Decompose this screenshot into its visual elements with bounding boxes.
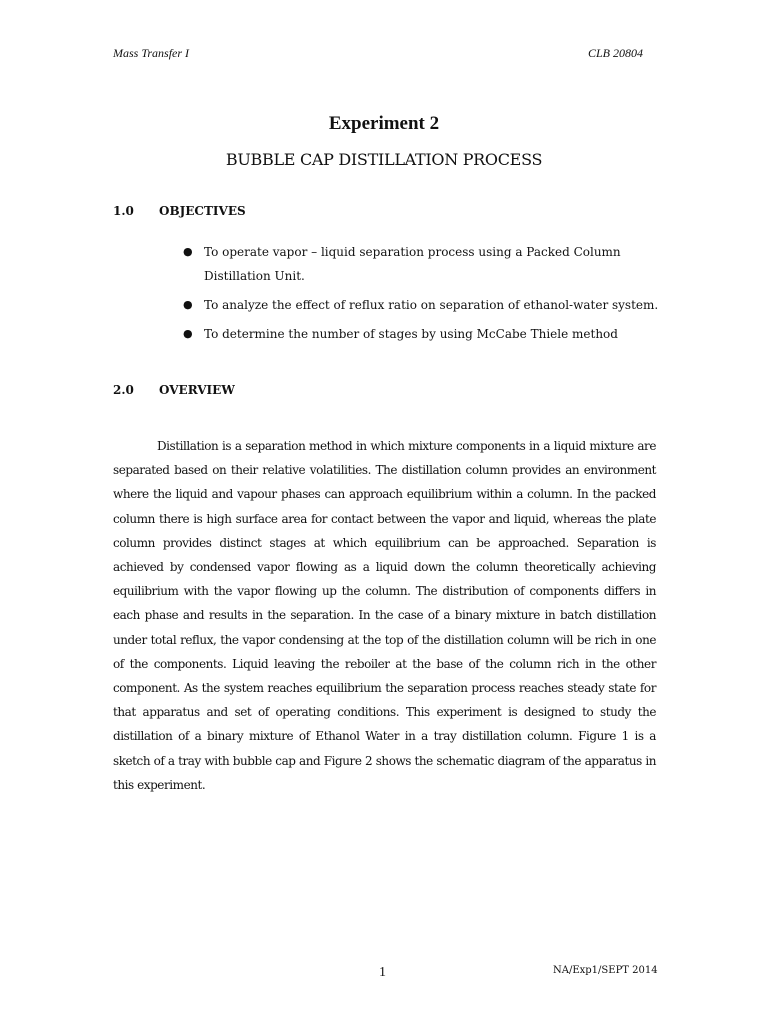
overview-paragraph: Distillation is a separation method in which mixture components in a liquid mixture are separated based on their relative volatilities. The distillation column provides an environment where the liquid and vapour phases can approach equilibrium within a column. In the packed column there is high surface area for contact between the vapor and liquid, whereas the plate column provides distinct stages at which equilibrium can be approached. Separation is achieved by condensed vapor flowing as a liquid down the column theoretically achieving equilibrium with the vapor flowing up the column. The distribution of components differs in each phase and results in the separation. In the case of a binary mixture in batch distillation under total reflux, the vapor condensing at the top of the distillation column will be rich in one of the components. Liquid leaving the reboiler at the base of the column rich in the other component. As the system reaches equilibrium the separation process reaches steady state for that apparatus and set of operating conditions. This experiment is designed to study the distillation of a binary mixture of Ethanol Water in a tray distillation column. Figure 1 is a sketch of a tray with bubble cap and Figure 2 shows the schematic diagram of the apparatus in this experiment.	[113, 439, 656, 792]
objective-text: To determine the number of stages by using McCabe Thiele method	[204, 327, 618, 341]
objective-text: To operate vapor – liquid separation process using a Packed Column Distillation Unit.	[204, 245, 621, 283]
objective-item	[183, 293, 663, 317]
header-course-code: CLB 20804	[588, 46, 644, 60]
bullet-icon: ●	[183, 298, 193, 311]
objective-item	[183, 322, 663, 346]
section-number-objectives: 1.0	[113, 204, 134, 218]
section-number-overview: 2.0	[113, 383, 134, 397]
objective-item	[183, 240, 663, 288]
objective-text: To analyze the effect of reflux ratio on separation of ethanol-water system.	[204, 298, 659, 312]
section-title-overview: OVERVIEW	[159, 383, 235, 397]
bullet-icon: ●	[183, 245, 193, 258]
footer-document-code: NA/Exp1/SEPT 2014	[553, 965, 658, 976]
page-number: 1	[379, 965, 386, 980]
document-title: Experiment 2	[328, 113, 440, 134]
bullet-icon: ●	[183, 327, 193, 340]
objectives-list	[183, 240, 663, 351]
section-title-objectives: OBJECTIVES	[159, 204, 246, 218]
document-subtitle: BUBBLE CAP DISTILLATION PROCESS	[225, 150, 543, 169]
header-course-name: Mass Transfer I	[113, 46, 190, 60]
